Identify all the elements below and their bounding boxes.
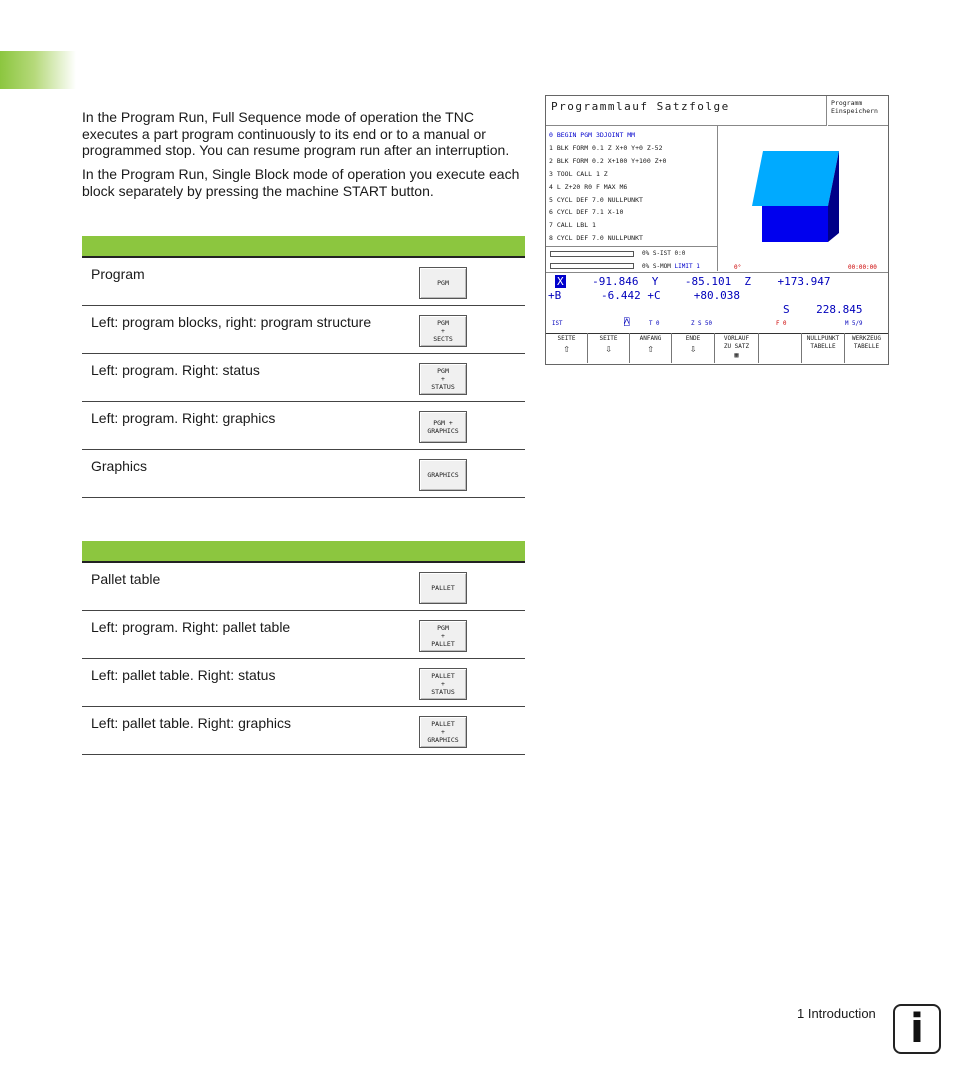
program-line: 8 CYCL DEF 7.0 NULLPUNKT: [549, 234, 643, 243]
program-line: 3 TOOL CALL 1 Z: [549, 169, 608, 178]
program-line: 7 CALL LBL 1: [549, 221, 596, 230]
table-row: [82, 563, 525, 611]
status-tool: T 0: [649, 321, 660, 327]
softkey-text: PGM: [437, 319, 449, 327]
softkey-text: SECTS: [433, 335, 453, 343]
chapter-footer: 1 Introduction: [797, 1006, 876, 1021]
softkey-text: +: [441, 680, 445, 688]
program-line: 0 BEGIN PGM 3DJOINT MM: [549, 131, 636, 139]
softkey-text: STATUS: [431, 383, 455, 391]
tnc-screen: [545, 95, 889, 365]
block-front-face: [762, 206, 828, 242]
load-bar-text: 0% S-MOM: [642, 263, 671, 270]
panel-divider: [546, 272, 888, 273]
softkey-text: PALLET: [431, 584, 455, 592]
mode-line: Einspeichern: [831, 107, 878, 115]
softkey-label: SEITE: [557, 335, 576, 342]
info-icon: [893, 1004, 941, 1054]
graphics-softkey[interactable]: [419, 459, 467, 491]
pallet-softkey[interactable]: [419, 572, 467, 604]
table-header: [82, 541, 525, 563]
status-axis: Z S 50: [691, 321, 712, 327]
softkey-text: +: [441, 632, 445, 640]
softkey-block-scan[interactable]: [715, 333, 759, 363]
table-header: [82, 236, 525, 258]
softkey-text: PGM: [437, 367, 449, 375]
spindle-bar-label: 0% S-IST 0:0: [642, 250, 686, 257]
row-label: Left: program. Right: pallet table: [91, 619, 291, 635]
program-line: 2 BLK FORM 0.2 X+100 Y+100 Z+0: [549, 156, 667, 165]
tool-icon: ⍓: [624, 318, 630, 328]
program-line: 1 BLK FORM 0.1 Z X+0 Y+0 Z-52: [549, 143, 663, 152]
row-label: Left: pallet table. Right: status: [91, 667, 276, 683]
softkey-begin[interactable]: [630, 333, 672, 363]
workpiece-graphic: [751, 151, 851, 251]
row-label: Left: program blocks, right: program structure: [91, 314, 372, 330]
spindle-speed: S 228.845: [783, 303, 863, 316]
softkey-label: ZU SATZ: [723, 343, 750, 350]
softkey-label: WERKZEUG: [852, 335, 881, 342]
table-row: [82, 611, 525, 659]
softkey-page-down[interactable]: [588, 333, 630, 363]
status-ist: IST: [552, 321, 563, 327]
softkey-text: +: [441, 375, 445, 383]
info-glyph: i: [910, 1006, 924, 1052]
pgm-softkey[interactable]: [419, 267, 467, 299]
softkey-text: GRAPHICS: [427, 427, 459, 435]
softkey-label: ANFANG: [639, 335, 662, 342]
table-row: [82, 707, 525, 755]
block-scan-icon: ▦: [734, 351, 739, 359]
angle-readout: 0°: [734, 264, 742, 271]
table-row: [82, 306, 525, 354]
softkey-label: NULLPUNKT: [806, 335, 840, 342]
position-line-2: +B -6.442 +C +80.038: [548, 289, 741, 302]
softkey-text: PGM +: [433, 419, 453, 427]
table-row: [82, 402, 525, 450]
row-label: Left: pallet table. Right: graphics: [91, 715, 292, 731]
softkey-text: PALLET: [431, 672, 455, 680]
intro-paragraph-2: In the Program Run, Single Block mode of operation you execute each block separately by pressing the machine START button.: [82, 166, 520, 199]
intro-paragraph-1: In the Program Run, Full Sequence mode of operation the TNC executes a part program continuously to its end or to a manual or programmed stop. You can resume program run after an interruption.: [82, 109, 510, 158]
softkey-label: VORLAUF: [723, 335, 750, 342]
row-label: Pallet table: [91, 571, 161, 587]
chapter-tab-marker: [0, 51, 76, 89]
softkey-text: PGM: [437, 624, 449, 632]
row-label: Left: program. Right: graphics: [91, 410, 276, 426]
limit-text: LIMIT 1: [674, 263, 700, 270]
softkey-text: GRAPHICS: [427, 471, 459, 479]
up-arrow-icon: ⇧: [563, 342, 570, 355]
panel-divider: [546, 246, 717, 247]
load-bar: [550, 263, 634, 269]
softkey-text: PALLET: [431, 640, 455, 648]
softkey-text: PGM: [437, 279, 449, 287]
softkey-text: STATUS: [431, 688, 455, 696]
row-label: Graphics: [91, 458, 148, 474]
x-axis-highlight: X: [557, 275, 564, 288]
table-row: [82, 450, 525, 498]
softkey-label: TABELLE: [853, 343, 880, 350]
panel-divider: [717, 126, 718, 271]
softkey-text: PALLET: [431, 720, 455, 728]
pgm-graphics-softkey[interactable]: [419, 411, 467, 443]
screen-mode: [828, 96, 888, 126]
pallet-status-softkey[interactable]: [419, 668, 467, 700]
softkey-text: GRAPHICS: [427, 736, 459, 744]
program-line: 6 CYCL DEF 7.1 X-10: [549, 208, 624, 217]
begin-arrow-icon: ⇧: [647, 342, 654, 355]
position-values: -91.846 Y -85.101 Z +173.947: [565, 275, 831, 288]
table-row: [82, 659, 525, 707]
pallet-graphics-softkey[interactable]: [419, 716, 467, 748]
softkey-text: +: [441, 327, 445, 335]
softkey-label: SEITE: [599, 335, 618, 342]
softkey-label: ENDE: [685, 335, 701, 342]
status-feed: F 0: [776, 321, 787, 327]
pgm-pallet-softkey[interactable]: [419, 620, 467, 652]
softkey-tool-table[interactable]: [845, 333, 888, 363]
table-row: [82, 354, 525, 402]
spindle-bar: [550, 251, 634, 257]
softkey-label: TABELLE: [810, 343, 836, 350]
position-line-1: [555, 275, 831, 288]
table-row: [82, 258, 525, 306]
softkey-text: +: [441, 728, 445, 736]
pgm-status-softkey[interactable]: [419, 363, 467, 395]
program-line: 5 CYCL DEF 7.0 NULLPUNKT: [549, 195, 643, 204]
softkey-datum-table[interactable]: [802, 333, 845, 363]
softkey-empty[interactable]: [759, 333, 802, 363]
status-m: M 5/9: [845, 321, 863, 327]
pgm-sects-softkey[interactable]: [419, 315, 467, 347]
load-bar-label: [642, 263, 700, 270]
block-top-face: [752, 151, 839, 206]
screen-layout-table: [82, 236, 525, 498]
timer-readout: 00:00:00: [848, 264, 877, 271]
row-label: Program: [91, 266, 145, 282]
softkey-end[interactable]: [672, 333, 715, 363]
end-arrow-icon: ⇩: [689, 342, 697, 355]
program-line: 4 L Z+20 R0 F MAX M6: [549, 182, 628, 191]
program-listing: [549, 129, 717, 245]
screen-title: Programmlauf Satzfolge: [546, 96, 827, 126]
down-arrow-icon: ⇩: [605, 342, 612, 355]
softkey-page-up[interactable]: [546, 333, 588, 363]
mode-line: Programm: [831, 99, 863, 107]
row-label: Left: program. Right: status: [91, 362, 260, 378]
pallet-layout-table: [82, 541, 525, 755]
